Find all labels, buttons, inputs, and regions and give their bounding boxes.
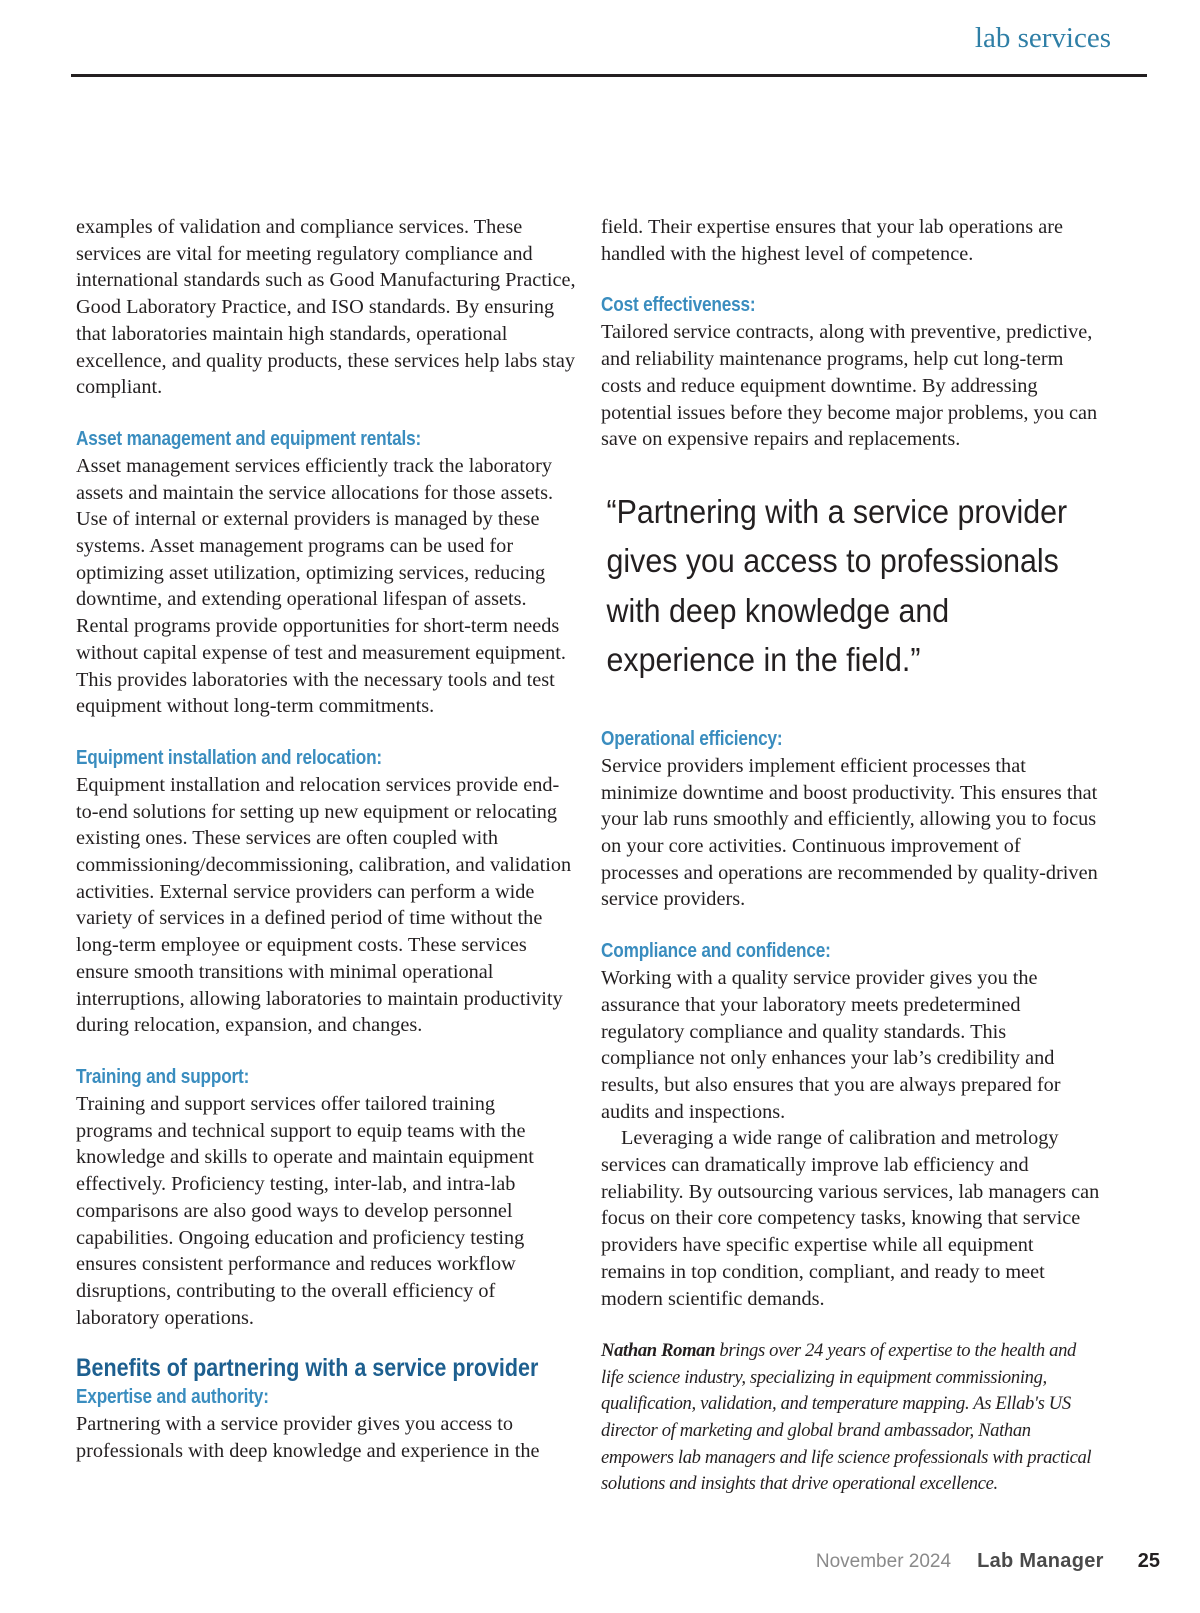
operational-efficiency-heading: Operational efficiency: [601,727,783,750]
training-heading: Training and support: [76,1065,250,1088]
page-header [71,16,1147,76]
page-number: 25 [1137,1550,1160,1572]
installation-heading: Equipment installation and relocation: [76,746,382,769]
left-column [76,214,576,1465]
installation-paragraph: Equipment installation and relocation services provide end-to-end solutions for setting up new equipment or relocating existing ones. These services are often coupled with commissioning/decommissioning, calibration, and validation activities. External service providers can perform a wide variety of services in a defined period of time without the long-term employee or equipment costs. These services ensure smooth transitions with minimal operational interruptions, allowing laboratories to maintain productivity during relocation, expansion, and changes. [76,773,572,1037]
closing-paragraph: Leveraging a wide range of calibration and metrology services can dramatically improve lab efficiency and reliability. By outsourcing various services, lab managers can focus on their core competency tasks, knowing that service providers have specific expertise while all equipment remains in top condition, compliant, and ready to meet modern scientific demands. [601,1127,1100,1310]
cost-effectiveness-paragraph: Tailored service contracts, along with preventive, predictive, and reliability maintenance programs, help cut long-term costs and reduce equipment downtime. By addressing potential issues before they become major problems, you can save on expensive repairs and replacements. [601,321,1098,451]
right-column [601,214,1101,1498]
benefits-heading: Benefits of partnering with a service provider [76,1354,539,1383]
intro-paragraph: examples of validation and compliance services. These services are vital for meeting regulatory compliance and international standards such as Good Manufacturing Practice, Good Laboratory Practice, and ISO standards. By ensuring that laboratories maintain high standards, operational excellence, and quality products, these services help labs stay compliant. [76,216,576,399]
author-bio [601,1338,1101,1498]
asset-management-heading: Asset management and equipment rentals: [76,427,422,450]
expertise-heading: Expertise and authority: [76,1386,269,1409]
compliance-paragraph: Working with a quality service provider gives you the assurance that your laboratory meets predetermined regulatory compliance and quality standards. This compliance not only enhances your lab’s credibility and results, but also ensures that you are always prepared for audits and inspections. [601,967,1061,1123]
header-rule [71,74,1147,77]
author-bio-text: brings over 24 years of expertise to the health and life science industry, specializing in equipment commissioning, qualification, validation, and temperature mapping. As Ellab's US director of marketing and global brand ambassador, Nathan empowers lab managers and life science professionals with practical solutions and insights that drive operational excellence. [601,1340,1092,1495]
operational-efficiency-paragraph: Service providers implement efficient processes that minimize downtime and boost productivity. This ensures that your lab runs smoothly and efficiently, allowing you to focus on your core activities. Continuous improvement of processes and operations are recommended by quality-driven service providers. [601,754,1098,911]
section-label: lab services [974,22,1111,54]
cost-effectiveness-heading: Cost effectiveness: [601,294,756,317]
page-footer [816,1550,1160,1580]
issue-date: November 2024 [815,1551,952,1572]
magazine-name: Lab Manager [977,1550,1104,1572]
expertise-paragraph: Partnering with a service provider gives you access to professionals with deep knowledge and experience in the [76,1413,540,1463]
training-paragraph: Training and support services offer tailored training programs and technical support to equip teams with the knowledge and skills to operate and maintain equipment effectively. Proficiency testing, inter-lab, and intra-lab comparisons are also good ways to develop personnel capabilities. Ongoing education and proficiency testing ensures consistent performance and reduces workflow disruptions, contributing to the overall efficiency of laboratory operations. [76,1092,534,1329]
author-name: Nathan Roman [601,1340,716,1362]
asset-management-paragraph: Asset management services efficiently track the laboratory assets and maintain the service allocations for those assets. Use of internal or external providers is managed by these systems. Asset management programs can be used for optimizing asset utilization, optimizing services, reducing downtime, and extending operational lifespan of assets. Rental programs provide opportunities for short-term needs without capital expense of test and measurement equipment. This provides laboratories with the necessary tools and test equipment without long-term commitments. [76,454,566,718]
expertise-continued-paragraph: field. Their expertise ensures that your lab operations are handled with the highest level of competence. [601,216,1063,265]
compliance-heading: Compliance and confidence: [601,940,831,963]
pull-quote: “Partnering with a service provider gives you access to professionals with deep knowledge and experience in the field.” [606,492,1068,679]
